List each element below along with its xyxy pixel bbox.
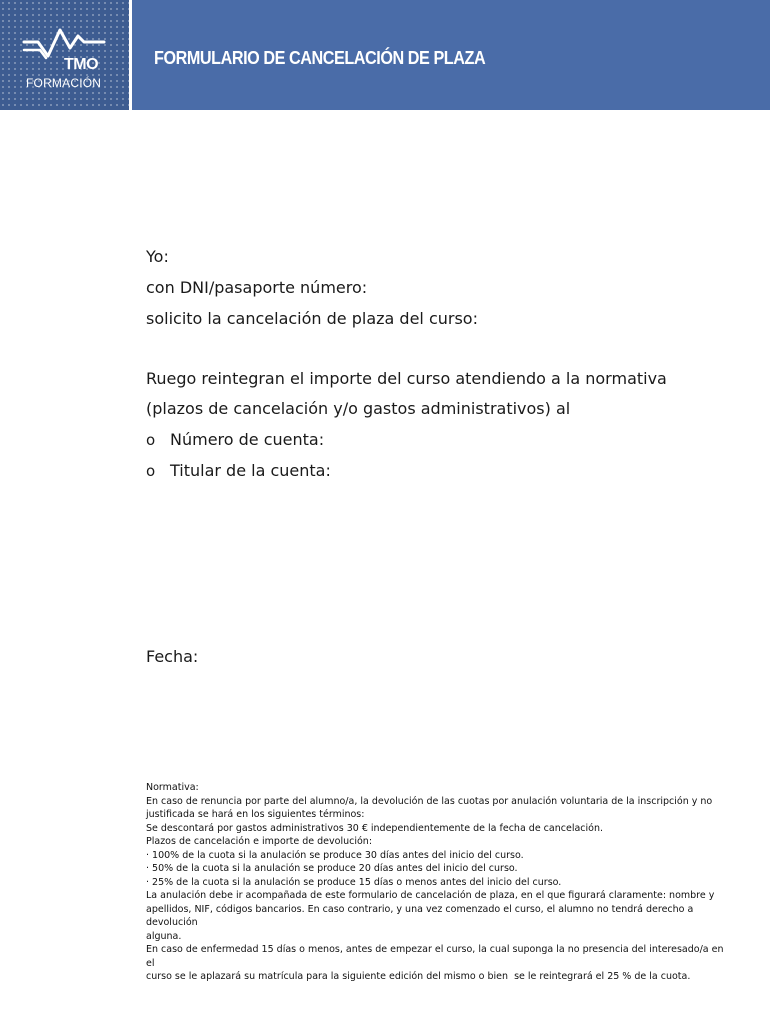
titular-field-label: Titular de la cuenta: xyxy=(170,461,331,480)
fecha-field-label: Fecha: xyxy=(146,647,199,666)
page-header xyxy=(0,0,770,110)
normativa-line: La anulación debe ir acompañada de este formulario de cancelación de plaza, en el que figurará claramente: nombre y xyxy=(146,890,715,901)
list-item-cuenta xyxy=(146,430,324,449)
circle-bullet-icon: o xyxy=(146,431,156,449)
curso-field-label: solicito la cancelación de plaza del curso: xyxy=(146,309,478,328)
normativa-section xyxy=(146,781,726,984)
title-bar xyxy=(132,0,770,110)
list-item-titular xyxy=(146,461,331,480)
normativa-line: Se descontará por gastos administrativos 30 € independientemente de la fecha de cancelación. xyxy=(146,822,603,834)
logo-tmo-text: TMO xyxy=(64,56,99,73)
cuenta-field-label: Número de cuenta: xyxy=(170,430,325,449)
normativa-line: Normativa: xyxy=(146,782,199,793)
normativa-line: En caso de enfermedad 15 días o menos, antes de empezar el curso, la cual suponga la no presencia del interesado/a en el xyxy=(146,944,727,969)
reintegro-text-line-1: Ruego reintegran el importe del curso atendiendo a la normativa xyxy=(146,369,667,388)
normativa-line: En caso de renuncia por parte del alumno/a, la devolución de las cuotas por anulación voluntaria de la inscripción y no xyxy=(146,795,713,807)
dni-field-label: con DNI/pasaporte número: xyxy=(146,278,368,297)
normativa-line: Plazos de cancelación e importe de devolución: xyxy=(146,836,373,847)
normativa-line: alguna. xyxy=(146,930,182,942)
wave-logo-icon xyxy=(22,26,106,60)
normativa-line: · 25% de la cuota si la anulación se produce 15 días o menos antes del inicio del curso. xyxy=(146,876,562,888)
normativa-line: curso se le aplazará su matrícula para la siguiente edición del mismo o bien se le reintegrará el 25 % de la cuota. xyxy=(146,971,691,982)
logo-formacion-text: FORMACIÓN xyxy=(26,76,102,90)
normativa-line: · 50% de la cuota si la anulación se produce 20 días antes del inicio del curso. xyxy=(146,863,518,874)
reintegro-text-line-2: (plazos de cancelación y/o gastos administrativos) al xyxy=(146,399,571,418)
normativa-line: apellidos, NIF, códigos bancarios. En caso contrario, y una vez comenzado el curso, el alumno no tendrá derecho a devolución xyxy=(146,903,697,928)
circle-bullet-icon: o xyxy=(146,462,156,480)
normativa-line: justificada se hará en los siguientes términos: xyxy=(146,809,365,820)
page-title: FORMULARIO DE CANCELACIÓN DE PLAZA xyxy=(154,48,486,68)
logo xyxy=(0,0,129,110)
normativa-line: · 100% de la cuota si la anulación se produce 30 días antes del inicio del curso. xyxy=(146,849,524,861)
yo-field-label: Yo: xyxy=(146,247,169,266)
